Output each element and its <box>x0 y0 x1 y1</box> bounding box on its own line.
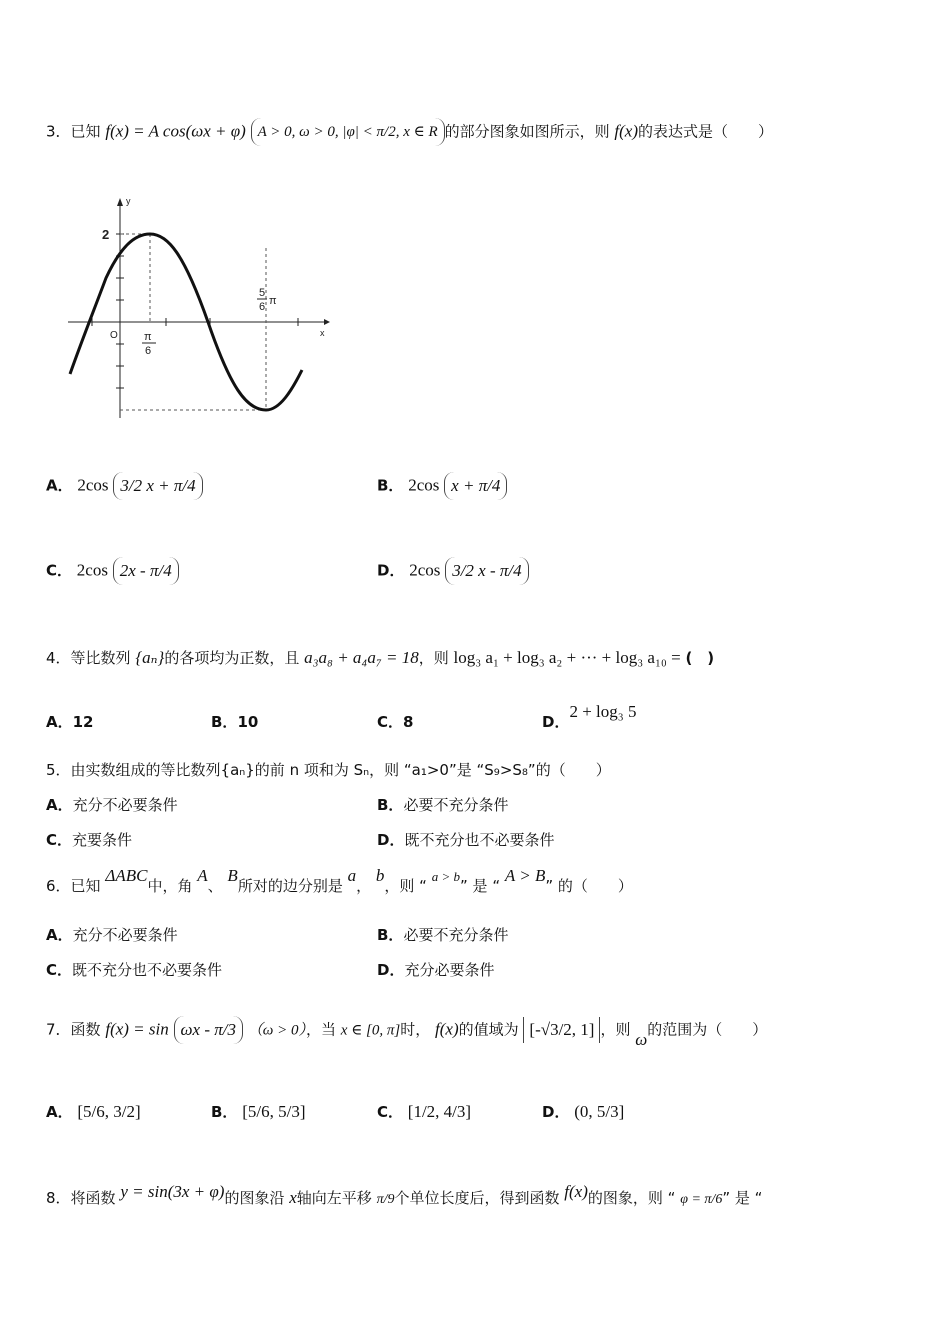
q3-option-b[interactable] <box>377 472 507 500</box>
q8-after: 个单位长度后，得到函数 <box>394 1189 560 1207</box>
option-letter: A． <box>46 713 73 731</box>
q7-omega: ω <box>635 1029 648 1049</box>
q5-option-c[interactable] <box>46 828 132 852</box>
q3-option-d[interactable] <box>377 557 529 585</box>
q4-condition: a₃a₈ + a₄a₇ = 18 <box>304 648 419 667</box>
q6-angle-a: A <box>197 866 208 885</box>
q7-then: ，则 <box>600 1020 631 1039</box>
option-letter: C． <box>46 831 73 849</box>
option-text: 必要不充分条件 <box>403 926 509 944</box>
q3-condition: A > 0, ω > 0, |φ| < π/2, x ∈ R <box>251 118 445 146</box>
q6-option-b[interactable] <box>377 923 508 947</box>
q8-shift: π/9 <box>376 1192 395 1207</box>
svg-text:6: 6 <box>259 301 266 313</box>
q4-option-b[interactable] <box>211 710 258 734</box>
q8-prefix: 将函数 <box>70 1189 116 1207</box>
q6-text-e: ” 是 “ <box>460 877 501 895</box>
q5-option-b[interactable] <box>377 793 508 817</box>
option-letter: B． <box>377 796 404 814</box>
question-6 <box>46 866 633 899</box>
option-text: 12 <box>72 713 94 731</box>
q4-mid: 的各项均为正数，且 <box>164 649 300 667</box>
q6-option-d[interactable] <box>377 958 494 982</box>
q6-cond-1: a > b <box>431 869 461 884</box>
q7-prefix: 函数 <box>70 1020 101 1039</box>
y-max-label: 2 <box>102 227 110 242</box>
q7-option-c[interactable] <box>377 1100 471 1124</box>
q5-option-a[interactable] <box>46 793 178 817</box>
axis-ticks <box>92 234 298 388</box>
q7-inner: ωx - π/3 <box>174 1016 243 1044</box>
option-prefix: 2cos <box>77 475 109 495</box>
x-label-pi-6 <box>142 331 156 357</box>
svg-text:π: π <box>269 295 277 307</box>
q3-number: 3． <box>46 122 71 141</box>
option-letter: A． <box>46 796 73 814</box>
q7-range-text: 的值域为 <box>458 1020 519 1039</box>
option-text: [5/6, 5/3] <box>242 1102 306 1121</box>
question-5 <box>46 758 611 782</box>
q7-domain: x ∈ [0, π] <box>340 1022 401 1039</box>
q4-prefix: 等比数列 <box>70 649 131 667</box>
q6-comma: ， <box>356 877 372 895</box>
x-axis-label: x <box>320 328 325 338</box>
option-letter: D． <box>542 1103 570 1121</box>
option-inner: 2x - π/4 <box>113 557 179 585</box>
option-text: 充分不必要条件 <box>72 926 178 944</box>
option-letter: B． <box>377 476 404 495</box>
q4-number: 4． <box>46 649 71 667</box>
option-text: 10 <box>237 713 259 731</box>
q3-option-c[interactable] <box>46 557 179 585</box>
q6-text-f: ” 的（ ） <box>545 877 633 895</box>
option-prefix: 2cos <box>408 475 440 495</box>
svg-text:5: 5 <box>259 287 266 299</box>
q5-text: 由实数组成的等比数列{aₙ}的前 n 项和为 Sₙ，则 “a₁>0”是 “S₉>S₈”的（ ） <box>70 761 611 779</box>
question-4 <box>46 646 714 670</box>
q7-option-a[interactable] <box>46 1100 141 1124</box>
q5-number: 5． <box>46 761 71 779</box>
q6-side-b: b <box>375 866 385 885</box>
x-label-5pi-6 <box>257 287 277 313</box>
q6-text-b: 中，角 <box>147 877 193 895</box>
question-8 <box>46 1182 763 1212</box>
q3-suffix: 的部分图象如图所示，则 <box>444 122 610 141</box>
option-inner: 3/2 x + π/4 <box>113 472 202 500</box>
option-letter: B． <box>377 926 404 944</box>
option-text: 既不充分也不必要条件 <box>404 831 555 849</box>
q3-fx: f(x) <box>614 121 639 141</box>
option-letter: C． <box>377 1103 404 1121</box>
q6-option-c[interactable] <box>46 958 222 982</box>
q3-cosine-graph <box>62 190 334 426</box>
q7-range: [-√3/2, 1] <box>523 1017 600 1043</box>
q6-cond-2: A > B <box>504 866 546 885</box>
q3-prefix: 已知 <box>70 122 101 141</box>
option-text: 充要条件 <box>72 831 133 849</box>
option-letter: C． <box>46 961 73 979</box>
q4-sequence: {aₙ} <box>135 648 165 667</box>
option-text: [5/6, 3/2] <box>77 1102 141 1121</box>
option-letter: D． <box>377 831 405 849</box>
q6-sep: 、 <box>207 877 223 895</box>
option-text: 2 + log₃ 5 <box>569 702 637 721</box>
q5-option-d[interactable] <box>377 828 554 852</box>
option-prefix: 2cos <box>409 560 441 580</box>
q6-text-c: 所对的边分别是 <box>237 877 343 895</box>
option-letter: D． <box>542 713 570 731</box>
option-text: 必要不充分条件 <box>403 796 509 814</box>
option-text: 既不充分也不必要条件 <box>72 961 223 979</box>
option-inner: 3/2 x - π/4 <box>445 557 528 585</box>
option-letter: D． <box>377 561 405 580</box>
x-axis-arrow <box>324 319 330 325</box>
q4-option-d[interactable] <box>542 700 637 731</box>
q6-text-d: ，则 “ <box>384 877 427 895</box>
y-axis-arrow <box>117 198 123 206</box>
q8-shift-text: 轴向左平移 <box>296 1189 372 1207</box>
option-prefix: 2cos <box>76 560 108 580</box>
option-text: (0, 5/3] <box>574 1102 625 1121</box>
option-letter: A． <box>46 1103 73 1121</box>
option-letter: C． <box>377 713 404 731</box>
q8-tail: ” 是 “ <box>722 1189 763 1207</box>
q7-number: 7． <box>46 1020 71 1039</box>
svg-text:π: π <box>144 331 152 343</box>
q6-side-a: a <box>347 866 357 885</box>
option-text: 充分不必要条件 <box>72 796 178 814</box>
q7-omega-cond: （ω > 0） <box>247 1022 306 1039</box>
q7-function: f(x) = sin <box>105 1019 169 1039</box>
q3-option-a[interactable] <box>46 472 203 500</box>
option-letter: B． <box>211 713 238 731</box>
option-text: 8 <box>403 713 414 731</box>
option-text: [1/2, 4/3] <box>407 1102 472 1121</box>
q4-paren: ( ) <box>685 649 715 667</box>
q7-option-d[interactable] <box>542 1100 624 1124</box>
q6-number: 6． <box>46 877 71 895</box>
option-letter: D． <box>377 961 405 979</box>
q4-expression: log₃ a₁ + log₃ a₂ + ··· + log₃ a₁₀ = <box>453 648 681 667</box>
q8-mid: 的图象沿 <box>224 1189 285 1207</box>
q6-text-a: 已知 <box>70 877 101 895</box>
question-7 <box>46 1016 768 1049</box>
q8-function: y = sin(3x + φ) <box>120 1182 225 1201</box>
y-axis-label: y <box>126 196 131 206</box>
q7-option-b[interactable] <box>211 1100 306 1124</box>
q6-option-a[interactable] <box>46 923 178 947</box>
q4-then: ，则 <box>418 649 449 667</box>
option-letter: C． <box>46 561 73 580</box>
q8-fx: f(x) <box>564 1182 588 1201</box>
q7-fx: f(x) <box>435 1019 459 1039</box>
question-3 <box>46 118 773 146</box>
q8-end: 的图象，则 “ <box>587 1189 676 1207</box>
q3-function: f(x) = A cos(ωx + φ) <box>105 121 246 141</box>
option-letter: B． <box>211 1103 238 1121</box>
q8-phi: φ = π/6 <box>680 1192 723 1207</box>
q6-triangle: ΔABC <box>105 866 148 885</box>
svg-text:6: 6 <box>145 345 152 357</box>
q4-option-a[interactable] <box>46 710 93 734</box>
origin-label: O <box>110 330 118 341</box>
option-letter: A． <box>46 926 73 944</box>
option-text: 充分必要条件 <box>404 961 495 979</box>
q6-angle-b: B <box>227 866 238 885</box>
q8-number: 8． <box>46 1189 71 1207</box>
q7-ask: 的范围为（ ） <box>647 1020 768 1039</box>
q3-ask: 的表达式是（ ） <box>638 122 774 141</box>
q7-when: ，当 <box>305 1020 336 1039</box>
q8-x: x <box>289 1188 297 1207</box>
q7-time: 时， <box>400 1020 431 1039</box>
option-inner: x + π/4 <box>444 472 507 500</box>
option-letter: A． <box>46 476 73 495</box>
q4-option-c[interactable] <box>377 710 413 734</box>
